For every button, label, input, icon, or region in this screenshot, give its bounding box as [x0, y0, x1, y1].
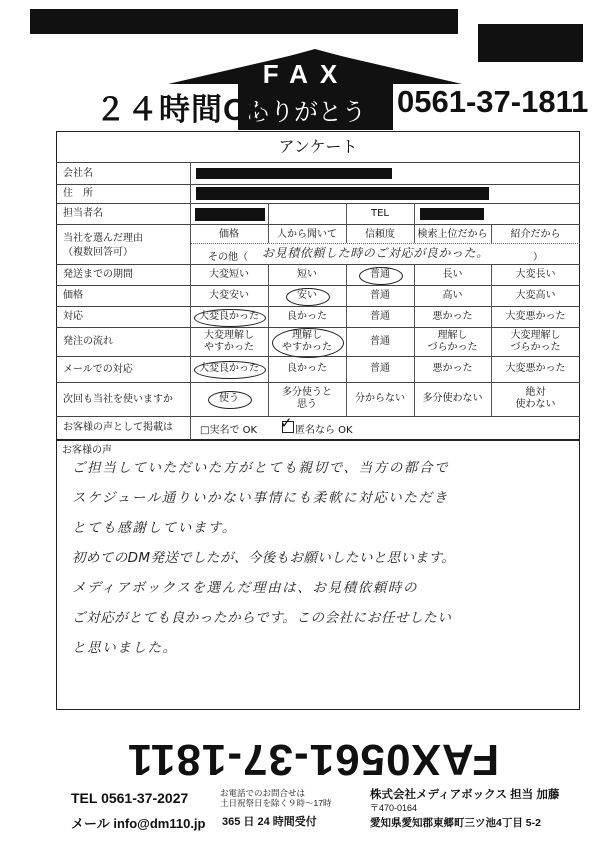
rating-row-label: 次回も当社を使いますか	[63, 393, 173, 405]
customer-voice-title: お客様の声	[62, 445, 112, 456]
selected-answer-circle	[194, 309, 266, 327]
survey-title: アンケート	[278, 137, 358, 156]
footer-fax-hours: 365 日 24 時間受付	[222, 816, 317, 828]
rating-option: 高い	[442, 289, 463, 301]
publish-label: お客様の声として掲載は	[63, 422, 173, 433]
reason-option-referral-heard: 人から聞いて	[277, 229, 337, 240]
rating-option: 悪かった	[432, 363, 473, 374]
col-divider	[414, 203, 415, 224]
footer-zip: 〒470-0164	[370, 803, 418, 813]
reason-label: 当社を選んだ理由	[63, 233, 143, 244]
person-label: 担当者名	[63, 208, 103, 219]
row-line	[56, 416, 580, 417]
rating-option: 大変良かった	[199, 363, 259, 374]
rating-option: 大変長い	[515, 268, 556, 280]
selected-answer-circle	[286, 288, 330, 306]
header-phone: 0561-37-1811	[397, 84, 589, 119]
reason-option-search: 検索上位だから	[417, 229, 488, 240]
rating-option: 多分使わない	[422, 393, 483, 404]
rating-row-label: メールでの対応	[63, 363, 133, 375]
reason-option-price: 価格	[219, 229, 239, 240]
footer-phone-hours-1: お電話でのお問合せは	[220, 788, 306, 798]
voice-line: ご対応がとても良かったからです。この会社にお任せしたい	[72, 610, 452, 626]
selected-answer-circle	[359, 267, 403, 285]
address-field-redacted	[196, 187, 489, 200]
voice-line: と思いました。	[72, 640, 178, 656]
row-line	[56, 264, 580, 265]
voice-line: 初めてのDM発送でしたが、今後もお願いしたいと思います。	[72, 550, 456, 566]
fax-subtitle: ありがとう	[246, 98, 366, 126]
rating-row-label: 対応	[63, 311, 83, 322]
fax-title: FAX	[262, 59, 350, 89]
rating-option: 長い	[442, 268, 463, 280]
rating-option: 普通	[370, 363, 390, 374]
rating-option: 良かった	[287, 363, 327, 374]
publish-option-real-name: □実名で OK	[200, 425, 258, 436]
customer-voice-box	[56, 440, 580, 710]
person-field-redacted	[195, 208, 265, 221]
rating-option: 普通	[370, 310, 390, 322]
rating-option: 理解し づらかった	[427, 329, 478, 353]
rating-row-label: 価格	[63, 290, 83, 301]
footer-tel: TEL 0561-37-2027	[71, 790, 189, 806]
reason-other-handwritten: お見積依頼した時のご対応が良かった。	[262, 246, 489, 260]
row-line	[56, 224, 580, 225]
voice-line: スケジュール通りいかない事情にも柔軟に対応いただき	[72, 490, 449, 506]
address-label: 住 所	[63, 188, 93, 199]
footer-mail: メール info@dm110.jp	[71, 816, 206, 831]
reason-other-label: その他（	[208, 252, 248, 263]
publish-option-anonymous: 匿名なら OK	[295, 425, 353, 436]
rating-option: 普通	[370, 268, 390, 280]
reason-other-close: ）	[533, 252, 543, 263]
rating-option: 理解し やすかった	[282, 329, 332, 353]
row-line	[56, 184, 580, 185]
reason-option-introduction: 紹介だから	[510, 229, 561, 240]
company-label: 会社名	[63, 168, 93, 179]
rating-option: 多分使うと 思う	[282, 387, 332, 410]
voice-line: とても感謝しています。	[72, 520, 238, 536]
check-mark-icon: ✓	[280, 414, 293, 432]
row-line	[56, 306, 580, 307]
rating-option: 良かった	[287, 310, 327, 322]
company-field-redacted	[196, 168, 392, 179]
row-line	[56, 203, 580, 204]
rating-row-label: 発注の流れ	[63, 336, 113, 347]
rating-option: 悪かった	[432, 310, 473, 322]
selected-answer-circle	[272, 328, 344, 358]
row-line	[56, 162, 580, 163]
row-line	[56, 285, 580, 286]
selected-answer-circle	[194, 361, 266, 379]
rating-option: 大変良かった	[199, 310, 259, 322]
footer-company: 株式会社メディアボックス 担当 加藤	[370, 789, 560, 801]
rating-option: 大変悪かった	[505, 310, 566, 322]
fax-number-inverted: FAX0561-37-1811	[126, 735, 500, 784]
voice-line: メディアボックスを選んだ理由は、お見積依頼時の	[72, 580, 419, 596]
rating-option: 普通	[370, 289, 390, 301]
rating-option: 大変安い	[209, 289, 249, 301]
rating-option: 大変悪かった	[505, 363, 566, 374]
tel-label: TEL	[371, 208, 389, 219]
rating-option: 絶対 使わない	[515, 387, 556, 410]
rating-option: 普通	[370, 335, 390, 347]
open-24h-badge: ２４時間OK	[95, 92, 272, 127]
rating-option: 大変理解し やすかった	[204, 329, 254, 353]
rating-option: 大変短い	[209, 268, 249, 280]
rating-option: 大変高い	[515, 289, 556, 301]
tel-field-redacted	[420, 208, 484, 220]
voice-line: ご担当していただいた方がとても親切で、当方の都合で	[72, 460, 450, 476]
rating-option: 使う	[219, 393, 239, 404]
rating-option: 安い	[297, 289, 317, 301]
rating-option: 大変理解し づらかった	[510, 329, 561, 353]
col-divider	[268, 203, 269, 224]
rating-option: 短い	[297, 268, 317, 280]
row-line	[56, 382, 580, 383]
footer-address: 愛知県愛知郡東郷町三ツ池4丁目 5-2	[370, 817, 541, 829]
reason-option-trust: 信頼度	[365, 229, 395, 240]
selected-answer-circle	[208, 391, 252, 409]
rating-row-label: 発送までの期間	[63, 269, 133, 280]
reason-label-sub: （複数回答可）	[63, 247, 133, 258]
footer-phone-hours-2: 土日祝祭日を除く９時〜17時	[220, 798, 332, 808]
rating-option: 分からない	[355, 393, 405, 404]
